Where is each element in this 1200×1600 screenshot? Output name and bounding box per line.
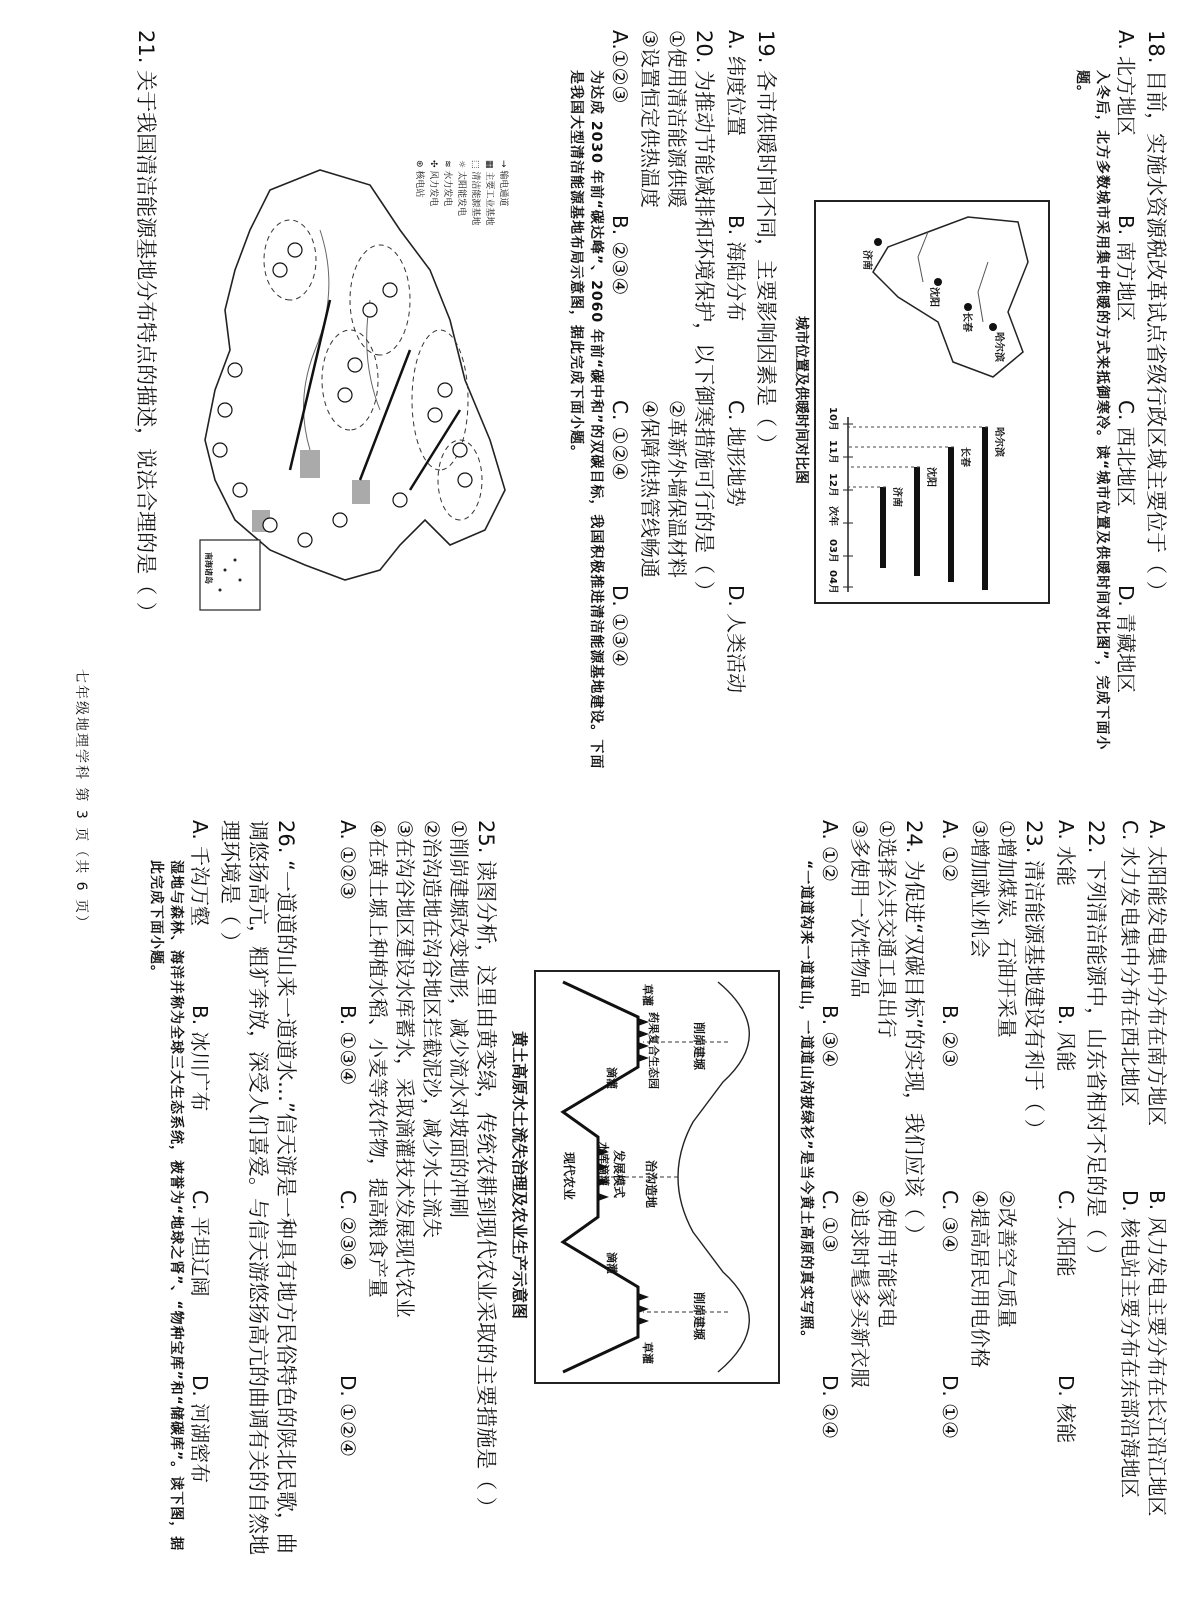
- tree-icon: [598, 1193, 609, 1201]
- question-21: [132, 30, 160, 770]
- options: [936, 820, 964, 1560]
- reading-note: “一道道沟来一道道山，一道道山沟披绿衫”是当今黄土高原的真实写照。: [798, 860, 814, 1346]
- option-b[interactable]: B. 冰川广布: [188, 1005, 212, 1112]
- question-stem: 24. 为促进“双碳目标”的实现，我们应该（ ）: [902, 820, 926, 1246]
- loess-figure-caption: 黄土高原水土流失治理及农业生产示意图: [510, 1030, 529, 1319]
- options: [722, 30, 750, 770]
- option-a[interactable]: A. 太阳能发电集中分布在南方地区: [1145, 820, 1169, 1127]
- statement-list: [846, 820, 900, 1560]
- energy-site-icon: [383, 283, 397, 297]
- heating-map-graphic: [816, 202, 1048, 602]
- energy-site-icon: [338, 388, 352, 402]
- question-stem: 23. 清洁能源基地建设有利于（ ）: [1022, 820, 1046, 1140]
- question-25: [334, 820, 500, 1560]
- option-c[interactable]: C. 水力发电集中分布在西北地区: [1118, 820, 1142, 1107]
- diagram-label: 削峁建塬: [692, 1022, 706, 1071]
- statement-4: ④在黄土塬上种植水稻、小麦等农作物，提高粮食产量: [366, 820, 390, 1298]
- energy-site-icon: [298, 533, 312, 547]
- nuclear-icon: ⊛: [414, 160, 424, 171]
- map-city-label: 济南: [861, 250, 872, 270]
- statement-3: ③设置恒定供热温度: [638, 30, 662, 208]
- heating-figure-caption: 城市位置及供暖时间对比图: [793, 316, 809, 484]
- legend-nuclear: ⊛ 核电站: [414, 160, 424, 198]
- sun-icon: ☼: [456, 160, 466, 171]
- option-d[interactable]: D. ①②④: [336, 1375, 360, 1457]
- option-a[interactable]: A. 纬度位置: [724, 30, 748, 137]
- question-stem: 22. 下列清洁能源中，山东省相对不足的是（ ）: [1084, 820, 1108, 1266]
- option-c[interactable]: C. ③④: [938, 1190, 962, 1253]
- energy-legend: [412, 160, 510, 225]
- options: [816, 820, 844, 1560]
- diagram-label: 滴灌: [605, 1067, 618, 1089]
- statement-1: ①增加煤炭、石油开采量: [995, 820, 1019, 1038]
- energy-site-icon: [213, 443, 227, 457]
- statement-1: ①选择公共交通工具出行: [875, 820, 899, 1038]
- option-b[interactable]: B. 海陆分布: [724, 215, 748, 322]
- energy-site-icon: [333, 513, 347, 527]
- reading-note: 入冬后，北方多数城市采用集中供暖的方式来抵御寒冷。读“城市位置及供暖时间对比图”，完成下面小题。: [1074, 70, 1110, 751]
- question-stem: 21. 关于我国清洁能源基地分布特点的描述，说法合理的是（ ）: [134, 30, 158, 623]
- question-stem: 18. 目前，实施水资源税改革试点省级行政区域主要位于（ ）: [1144, 30, 1168, 602]
- option-b[interactable]: B. 南方地区: [1114, 215, 1138, 322]
- diagram-label: 草灌: [641, 984, 654, 1006]
- month-label: 04月: [827, 570, 838, 594]
- statement-4: ④提高居民用电价格: [968, 1190, 992, 1368]
- legend-clean-base: ⬚ 清洁能源基地: [470, 160, 480, 226]
- option-a[interactable]: A. 北方地区: [1114, 30, 1138, 137]
- statement-2: ②革新外墙保温材料: [665, 400, 689, 578]
- option-c[interactable]: C. 地形地势: [724, 400, 748, 507]
- option-c[interactable]: C. 太阳能: [1054, 1190, 1078, 1277]
- option-a[interactable]: A. ①②③: [336, 820, 360, 900]
- option-d[interactable]: D. ①③④: [608, 585, 632, 667]
- energy-site-icon: [363, 303, 377, 317]
- diagram-label: 滴灌: [605, 1252, 618, 1274]
- energy-site-icon: [218, 403, 232, 417]
- option-c[interactable]: C. ①③: [818, 1190, 842, 1253]
- month-label: 12月: [827, 473, 838, 497]
- energy-site-icon: [438, 383, 452, 397]
- month-label: 03月: [827, 539, 838, 563]
- map-city-label: 哈尔滨: [993, 332, 1004, 362]
- option-a[interactable]: A. 水能: [1054, 820, 1078, 887]
- tree-icon: [638, 1317, 649, 1325]
- question-stem: 26. “一道道的山来一道道水…”信天游是一种具有地方民俗特色的陕北民歌，曲调悠扬高亢，粗犷奔放，深受人们喜爱。与信天游悠扬高亢的曲调有关的自然地理环境是（ ）: [218, 820, 298, 1555]
- option-b[interactable]: B. 风能: [1054, 1005, 1078, 1072]
- wind-icon: ✣: [428, 160, 438, 171]
- statement-3: ③在沟谷地区建设水库蓄水，采取滴灌技术发展现代农业: [393, 820, 417, 1318]
- page-footer: 七年级地理学科 第 3 页（共 6 页）: [73, 668, 89, 932]
- question-stem: 19. 各市供暖时间不同，主要影响因素是（ ）: [754, 30, 778, 455]
- statement-2: ②治沟造地在沟谷地区拦截泥沙，减少水土流失: [420, 820, 444, 1238]
- option-b[interactable]: B. 风力发电主要分布在长江沿江地区: [1145, 1190, 1169, 1517]
- options: [1052, 820, 1080, 1560]
- bar-city-label: 济南: [891, 487, 902, 507]
- legend-hydro: ≋ 水力发电: [442, 160, 452, 207]
- hatched-square-icon: ▦: [484, 160, 494, 172]
- option-d[interactable]: D. 河湖密布: [188, 1375, 212, 1484]
- statement-4: ④追求时髦多买新衣服: [848, 1190, 872, 1388]
- option-d[interactable]: D. 核能: [1054, 1375, 1078, 1444]
- bar-city-label: 长春: [959, 447, 970, 467]
- statement-3: ③多使用一次性物品: [848, 820, 872, 998]
- month-label: 10月: [827, 407, 838, 431]
- energy-site-icon: [453, 443, 467, 457]
- statement-list: [364, 820, 472, 1560]
- option-d[interactable]: D. 青藏地区: [1114, 585, 1138, 694]
- options: [606, 30, 634, 770]
- heating-bar: [948, 447, 954, 582]
- diagram-label: 治沟造地: [644, 1160, 658, 1209]
- energy-site-icon: [273, 263, 287, 277]
- statement-list: [966, 820, 1020, 1560]
- option-d[interactable]: D. ②④: [818, 1375, 842, 1439]
- energy-site-icon: [428, 408, 442, 422]
- options: [186, 820, 214, 1560]
- diagram-label: 发展模式: [612, 1150, 626, 1199]
- left-column: [100, 30, 1200, 770]
- option-d[interactable]: D. ①④: [938, 1375, 962, 1439]
- legend-transmission: → 输电通道: [498, 160, 508, 207]
- month-label: 11月: [827, 440, 838, 464]
- heating-bar: [914, 467, 920, 576]
- question-stem: 25. 读图分析，这里由黄变绿，传统农耕到现代农业采取的主要措施是（ ）: [474, 820, 498, 1518]
- question-18: [1072, 30, 1170, 770]
- statement-2: ②改善空气质量: [995, 1190, 1019, 1328]
- question-19: [722, 30, 780, 770]
- option-c[interactable]: C. ①②④: [608, 400, 632, 481]
- arrow-icon: →: [498, 160, 508, 171]
- energy-site-icon: [458, 473, 472, 487]
- options: [334, 820, 362, 1560]
- heating-bar: [880, 487, 886, 568]
- reading-note: 为达成 2030 年前“碳达峰”、2060 年前“碳中和”的双碳目标，我国积极推进清洁能源基地建设。下面是我国大型清洁能源基地布局示意图，据此完成下面小题。: [568, 70, 604, 770]
- energy-site-icon: [348, 358, 362, 372]
- option-c[interactable]: C. 西北地区: [1114, 400, 1138, 507]
- energy-site-icon: [228, 363, 242, 377]
- option-a[interactable]: A. ①②: [818, 820, 842, 882]
- diagram-label: 现代农业: [562, 1152, 576, 1201]
- question-23: [936, 820, 1048, 1560]
- statement-2: ②使用节能家电: [875, 1190, 899, 1328]
- option-b[interactable]: B. ②③④: [608, 215, 632, 296]
- water-icon: ≋: [442, 160, 452, 171]
- map-city-label: 长春: [961, 312, 972, 332]
- reading-note: 湿地与森林、海洋并称为全球三大生态系统，被誉为“地球之肾”、“物种宝库”和“储碳库”。读下图，据此完成下面小题。: [148, 860, 184, 1552]
- option-a[interactable]: A. 千沟万壑: [188, 820, 212, 927]
- tree-icon: [638, 1293, 649, 1301]
- option-b[interactable]: B. ③④: [818, 1005, 842, 1068]
- option-d[interactable]: D. 核电站主要分布在东部沿海地区: [1118, 1190, 1142, 1499]
- inset-label: 南海诸岛: [204, 552, 213, 584]
- option-a[interactable]: A. ①②: [938, 820, 962, 882]
- diagram-label: 药果复合生态园: [647, 1012, 660, 1089]
- energy-site-icon: [233, 483, 247, 497]
- statement-list: [636, 30, 690, 770]
- energy-site-icon: [288, 243, 302, 257]
- heating-bar: [982, 427, 988, 590]
- statement-3: ③增加就业机会: [968, 820, 992, 958]
- loess-figure: [534, 970, 780, 1384]
- diagram-label: 草灌: [641, 1342, 654, 1364]
- energy-site-icon: [393, 493, 407, 507]
- diagram-label: 水库滴灌: [597, 1142, 610, 1186]
- option-d[interactable]: D. 人类活动: [724, 585, 748, 694]
- statement-1: ①使用清洁能源供暖: [665, 30, 689, 208]
- legend-solar: ☼ 太阳能发电: [456, 160, 466, 216]
- map-city-label: 沈阳: [928, 287, 939, 307]
- energy-site-icon: [263, 518, 277, 532]
- statement-4: ④保障供热管线畅通: [638, 400, 662, 578]
- right-column: [100, 820, 1200, 1560]
- options: [1116, 820, 1170, 1560]
- option-b[interactable]: B. ①③④: [336, 1005, 360, 1086]
- statement-1: ①削峁建塬改变地形，减少流水对坡面的冲刷: [447, 820, 471, 1218]
- diagram-label: 削峁建塬: [692, 1292, 706, 1341]
- options: [1112, 30, 1140, 770]
- heating-figure: [814, 200, 1050, 604]
- option-c[interactable]: C. 平坦辽阔: [188, 1190, 212, 1297]
- question-20: [566, 30, 718, 770]
- option-b[interactable]: B. ②③: [938, 1005, 962, 1068]
- legend-wind: ✣ 风力发电: [428, 160, 438, 207]
- question-24: [796, 820, 928, 1560]
- month-label: 次年: [827, 506, 838, 526]
- question-22: [1052, 820, 1110, 1560]
- bar-city-label: 沈阳: [925, 467, 936, 487]
- question-26: [146, 820, 300, 1560]
- bar-city-label: 哈尔滨: [993, 427, 1004, 457]
- option-a[interactable]: A.①②③: [608, 30, 632, 104]
- question-21-options: [1116, 820, 1170, 1560]
- dashed-box-icon: ⬚: [470, 160, 480, 172]
- legend-industrial: ▦ 主要工业基地: [484, 160, 494, 226]
- energy-map-figure: [190, 150, 520, 630]
- question-stem: 20. 为推动节能减排和环境保护，以下御寒措施可行的是（ ）: [692, 30, 716, 602]
- option-c[interactable]: C. ②③④: [336, 1190, 360, 1271]
